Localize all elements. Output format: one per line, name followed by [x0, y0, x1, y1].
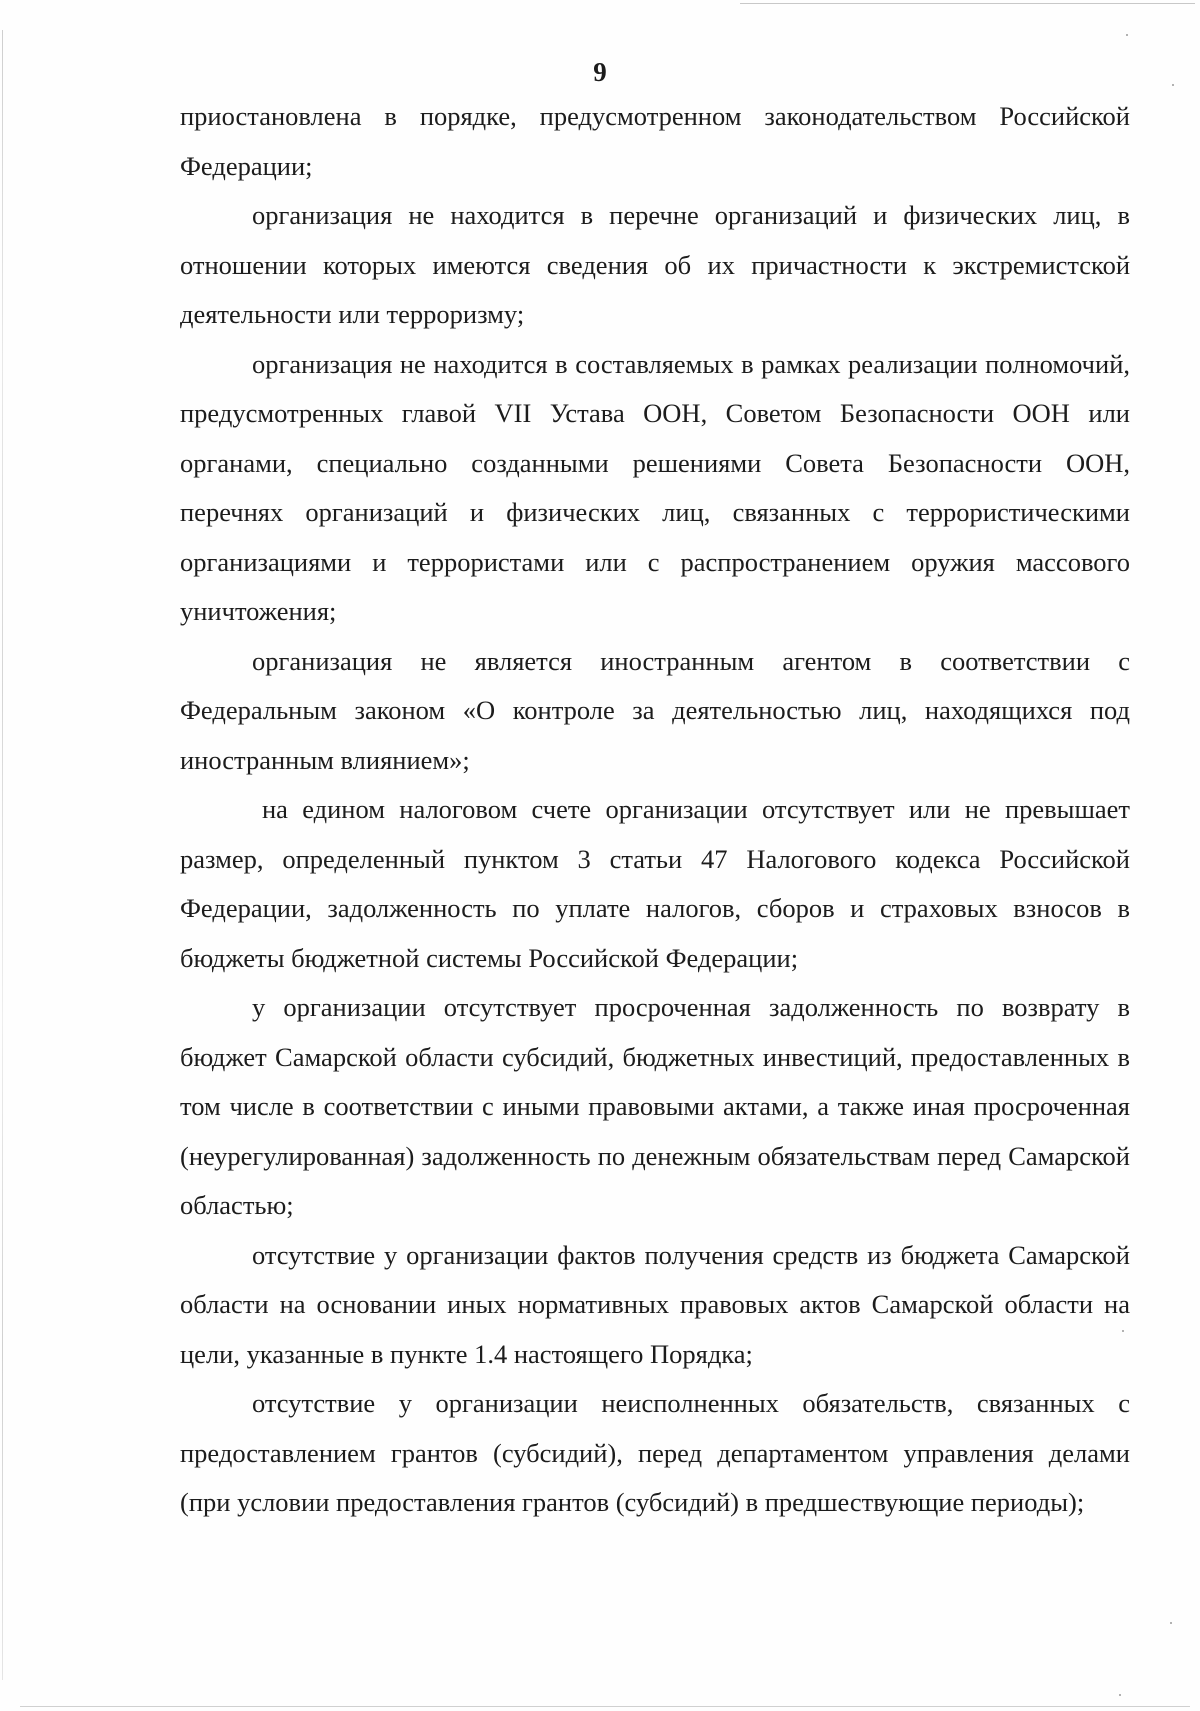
scan-edge-bottom: [20, 1706, 1190, 1707]
paragraph-7: отсутствие у организации фактов получения средств из бюджета Самарской области на основании иных нормативных правовых актов Самарской области на цели, указанные в пункте 1.4 настоящего Порядка;: [180, 1239, 1130, 1369]
paragraph-5: на едином налоговом счете организации отсутствует или не превышает размер, определенный пунктом 3 статьи 47 Налогового кодекса Российской Федерации, задолженность по уплате налогов, сборов и страховых взносов в бюджеты бюджетной системы Российской Федерации;: [180, 794, 1130, 973]
scan-edge-left: [2, 30, 3, 1680]
paragraph-6: у организации отсутствует просроченная задолженность по возврату в бюджет Самарской области субсидий, бюджетных инвестиций, предоставленных в том числе в соответствии с иными правовыми актами, а также иная просроченная (неурегулированная) задолженность по денежным обязательствам перед Самарской областью;: [180, 992, 1130, 1220]
paragraph-8: отсутствие у организации неисполненных обязательств, связанных с предоставлением грантов (субсидий), перед департаментом управления делами (при условии предоставления грантов (субсидий) в предшествующие периоды);: [180, 1388, 1130, 1517]
scan-speck: [1119, 1694, 1121, 1696]
scan-edge-top: [740, 3, 1195, 4]
page-number: 9: [593, 57, 607, 87]
scan-speck: [1170, 1622, 1172, 1624]
paragraph-4: организация не является иностранным агентом в соответствии с Федеральным законом «О контроле за деятельностью лиц, находящихся под иностранным влиянием»;: [180, 645, 1130, 775]
paragraph-3: организация не находится в составляемых в рамках реализации полномочий, предусмотренных главой VII Устава ООН, Советом Безопасности ООН или органами, специально созданными решениями Совета Безопасности ООН, перечнях организаций и физических лиц, связанных с террористическими организациями и террористами или с распространением оружия массового уничтожения;: [180, 348, 1130, 626]
paragraph-1: приостановлена в порядке, предусмотренном законодательством Российской Федерации;: [180, 101, 1130, 181]
paragraph-2: организация не находится в перечне организаций и физических лиц, в отношении которых имеются сведения об их причастности к экстремистской деятельности или терроризму;: [180, 200, 1130, 329]
document-body: [180, 92, 1130, 1528]
scan-speck: [1126, 34, 1128, 36]
